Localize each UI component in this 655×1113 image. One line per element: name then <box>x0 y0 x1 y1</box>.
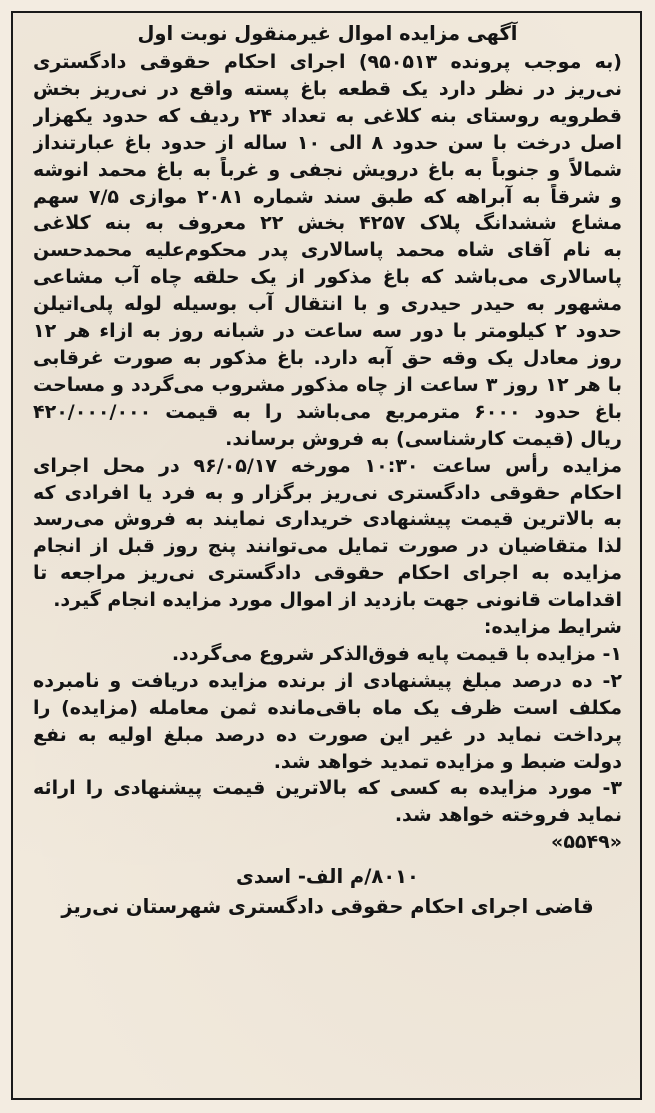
intro-line: مشهور به حیدر حیدری و با انتقال آب بوسیله لوله پلی‌اتیلن <box>33 293 622 316</box>
intro-line: پاسالاری می‌باشد که باغ مذکور از یک حلقه چاه آب مشاعی <box>33 266 622 289</box>
auction-line: به بالاترین قیمت پیشنهادی خریداری نمایند به فروش می‌رسد <box>33 508 622 531</box>
auction-line: احکام حقوقی دادگستری نی‌ریز برگزار و به فرد یا افرادی که <box>33 481 622 504</box>
intro-line: مشاع ششدانگ پلاک ۴۲۵۷ بخش ۲۲ معروف به بنه کلاغی <box>33 212 622 235</box>
intro-line: نی‌ریز در نظر دارد یک قطعه باغ پسته واقع در نی‌ریز بخش <box>33 77 622 100</box>
condition-1-line: ۱- مزایده با قیمت پایه فوق‌الذکر شروع می‌گردد. <box>171 642 622 665</box>
condition-2 <box>33 668 622 776</box>
intro-line: (به موجب پرونده ۹۵۰۵۱۳) اجرای احکام حقوقی دادگستری <box>33 51 622 73</box>
auction-line: مزایده رأس ساعت ۱۰:۳۰ مورخه ۹۶/۰۵/۱۷ در محل اجرای <box>33 454 622 477</box>
intro-paragraph <box>33 49 622 453</box>
signature-code: ۸۰۱۰/م الف- اسدی <box>236 865 419 889</box>
notice-title: آگهی مزایده اموال غیرمنقول نوبت اول <box>137 22 518 45</box>
auction-line: اقدامات قانونی جهت بازدید از اموال مورد مزایده انجام گیرد. <box>53 589 622 612</box>
notice-frame <box>11 11 642 1100</box>
intro-line: حدود ۲ کیلومتر با دور سه ساعت در شبانه روز به ازاء هر ۱۲ <box>33 320 622 343</box>
intro-line: اصل درخت با سن حدود ۸ الی ۱۰ ساله از حدود باغ عبارتنداز <box>33 131 622 154</box>
signature-title: قاضی اجرای احکام حقوقی دادگستری شهرستان نی‌ریز <box>61 895 594 919</box>
condition-2-line: مکلف است ظرف یک ماه باقی‌مانده ثمن معامله (مزایده) را <box>33 696 622 719</box>
intro-line: باغ حدود ۶۰۰۰ مترمربع می‌باشد را به قیمت ۴۲۰/۰۰۰/۰۰۰ <box>33 400 622 423</box>
intro-line: ریال (قیمت کارشناسی) به فروش برساند. <box>225 427 622 450</box>
auction-line: لذا متقاضیان در صورت تمایل می‌توانند پنج روز قبل از انجام <box>33 535 622 558</box>
auction-line: مزایده به اجرای احکام حقوقی دادگستری نی‌ریز مراجعه تا <box>33 562 622 585</box>
intro-line: با هر ۱۲ روز ۳ ساعت از چاه مذکور مشروب می‌گردد و مساحت <box>33 373 622 396</box>
intro-line: و شرقاً به آبراهه که طبق سند شماره ۲۰۸۱ موازی ۷/۵ سهم <box>33 185 622 208</box>
condition-3 <box>33 775 622 829</box>
reference-number: «۵۵۴۹» <box>551 831 622 854</box>
condition-3-line: نماید فروخته خواهد شد. <box>394 804 622 827</box>
condition-2-line: دولت ضبط و مزایده تمدید خواهد شد. <box>273 750 622 773</box>
notice-content <box>33 19 622 1090</box>
condition-3-line: ۳- مورد مزایده به کسی که بالاترین قیمت پیشنهادی را ارائه <box>33 777 622 800</box>
condition-1 <box>33 641 622 668</box>
condition-2-line: ۲- ده درصد مبلغ پیشنهادی از برنده مزایده دریافت و نامبرده <box>33 669 622 692</box>
intro-line: شمالاً و جنوباً به باغ درویش نجفی و غرباً به باغ محمد انوشه <box>33 158 622 181</box>
intro-line: روز معادل یک وقه حق آبه دارد. باغ مذکور به صورت غرقابی <box>33 346 622 369</box>
condition-2-line: پرداخت نماید در غیر این صورت ده درصد مبلغ اولیه به نفع <box>33 723 622 746</box>
auction-paragraph <box>33 453 622 614</box>
conditions-heading-text: شرایط مزایده: <box>483 616 622 639</box>
intro-line: به نام آقای شاه محمد پاسالاری پدر محکوم‌علیه محمدحسن <box>33 239 622 262</box>
conditions-heading <box>33 614 622 641</box>
intro-line: قطرویه روستای بنه کلاغی به تعداد ۲۴ ردیف که حدود یکهزار <box>33 104 622 127</box>
